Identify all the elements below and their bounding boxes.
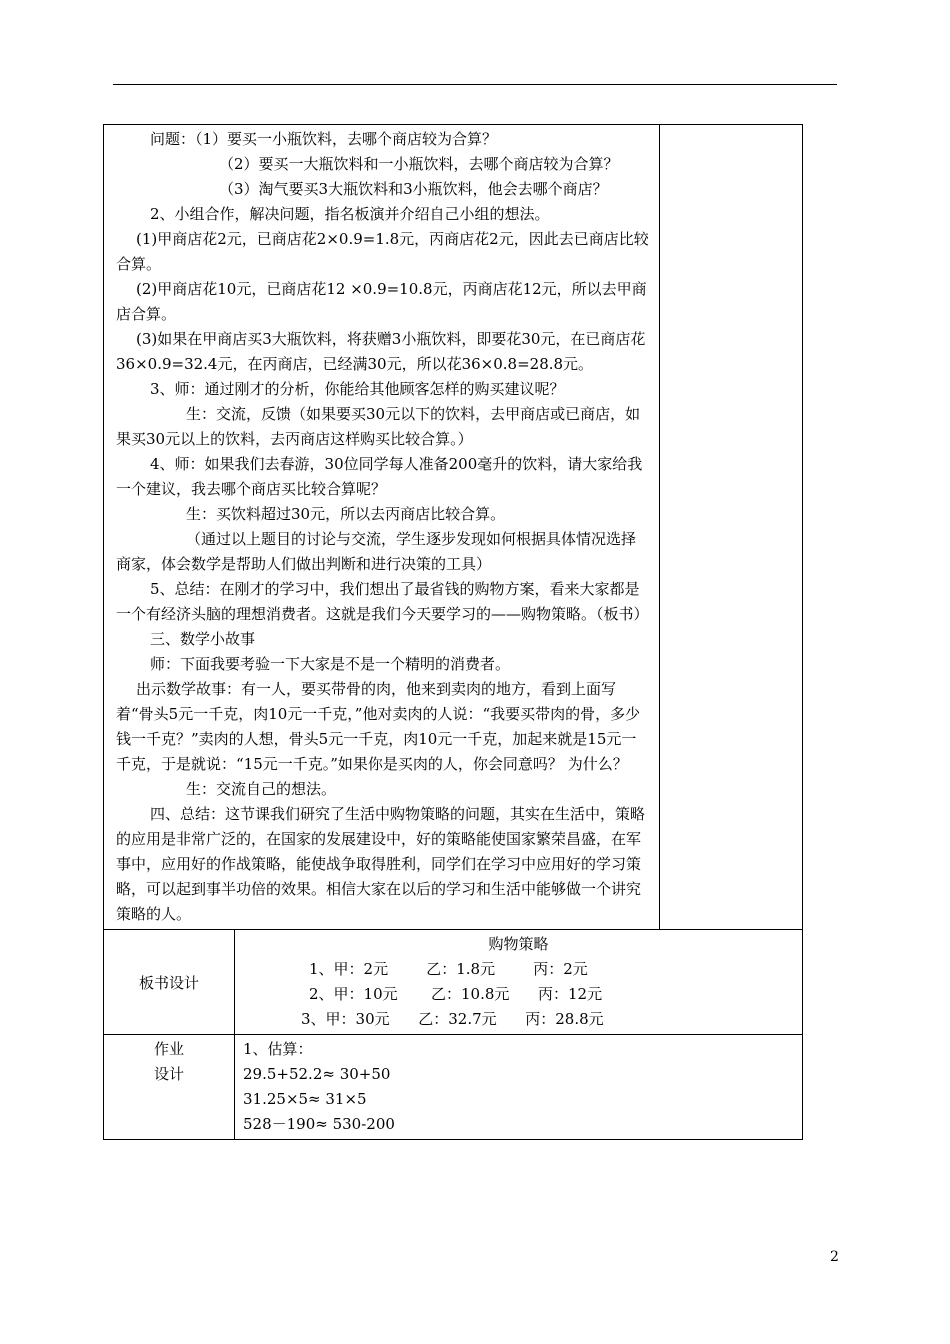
step-3: 3、师：通过刚才的分析，你能给其他顾客怎样的购买建议呢？: [150, 380, 565, 398]
homework-label-line-2: 设计: [153, 1065, 184, 1083]
section-summary: 四、总结：这节课我们研究了生活中购物策略的问题，其实在生活中，策略的应用是非常广泛的，在国家的发展建设中，好的策略能使国家繁荣昌盛，在军事中，应用好的作战策略，能使战争取得胜利，同学们在学习中应用好的学习策略，可以起到事半功倍的效果。相信大家在以后的学习和生活中能够做一个讲究策略的人。: [116, 805, 646, 923]
homework-label-line-1: 作业: [153, 1040, 184, 1058]
homework-line-4: 528－190≈ 530-200: [243, 1115, 395, 1133]
step-4: 4、师：如果我们去春游，30位同学每人准备200毫升的饮料，请大家给我一个建议，我去哪个商店买比较合算呢？: [116, 455, 643, 498]
board-row: [104, 930, 803, 1035]
content-row: [104, 125, 803, 930]
homework-content: [235, 1035, 803, 1140]
homework-line-2: 29.5+52.2≈ 30+50: [243, 1065, 391, 1083]
solution-2: (2)甲商店花10元，已商店花12 ×0.9=10.8元，丙商店花12元，所以去甲商店合算。: [116, 280, 647, 323]
homework-line-3: 31.25×5≈ 31×5: [243, 1090, 367, 1108]
board-line-3: 3、甲：30元 乙：32.7元 丙：28.8元: [301, 1010, 604, 1028]
question-heading: 问题：（1）要买一小瓶饮料，去哪个商店较为合算？: [150, 130, 498, 148]
page-number: 2: [830, 1249, 839, 1265]
board-title: 购物策略: [488, 935, 549, 953]
student-response-1: 生：交流，反馈（如果要买30元以下的饮料，去甲商店或已商店，如果买30元以上的饮料，去丙商店这样购买比较合算。）: [116, 405, 641, 448]
board-content: [235, 930, 803, 1035]
step-2: 2、小组合作，解决问题，指名板演并介绍自己小组的想法。: [150, 205, 550, 223]
question-3: （3）淘气要买3大瓶饮料和3小瓶饮料，他会去哪个商店？: [219, 180, 608, 198]
board-label: 板书设计: [104, 930, 235, 1035]
student-response-3: 生：交流自己的想法。: [186, 780, 337, 798]
step-5-summary: 5、总结：在刚才的学习中，我们想出了最省钱的购物方案，看来大家都是一个有经济头脑的理想消费者。这就是我们今天要学习的——购物策略。（板书）: [116, 580, 649, 623]
lesson-plan-table: [103, 124, 803, 1140]
math-story: 出示数学故事：有一人，要买带骨的肉，他来到卖肉的地方，看到上面写着“骨头5元一千克，肉10元一千克，”他对卖肉的人说：“我要买带肉的骨，多少钱一千克？”卖肉的人想，骨头5元一千克，肉10元一千克，加起来就是15元一千克，于是就说：“15元一千克。”如果你是买肉的人，你会同意吗？ 为什么？: [116, 680, 641, 773]
homework-row: [104, 1035, 803, 1140]
notes-cell: [660, 125, 803, 930]
board-line-2: 2、甲：10元 乙：10.8元 丙：12元: [309, 985, 603, 1003]
homework-label: [104, 1035, 235, 1140]
header-rule: [113, 84, 837, 85]
solution-3: (3)如果在甲商店买3大瓶饮料，将获赠3小瓶饮料，即要花30元，在已商店花36×0.9=32.4元，在丙商店，已经满30元，所以花36×0.8=28.8元。: [116, 330, 646, 373]
process-cell: [104, 125, 660, 930]
discussion-note: （通过以上题目的讨论与交流，学生逐步发现如何根据具体情况选择商家，体会数学是帮助人们做出判断和进行决策的工具）: [116, 530, 637, 573]
board-line-1: 1、甲：2元 乙：1.8元 丙：2元: [309, 960, 588, 978]
question-2: （2）要买一大瓶饮料和一小瓶饮料，去哪个商店较为合算？: [219, 155, 619, 173]
section-math-story: 三、数学小故事: [150, 630, 256, 648]
homework-line-1: 1、估算：: [243, 1040, 313, 1058]
student-response-2: 生：买饮料超过30元，所以去丙商店比较合算。: [186, 505, 506, 523]
solution-1: (1)甲商店花2元，已商店花2×0.9=1.8元，丙商店花2元，因此去已商店比较合算。: [116, 230, 649, 273]
teacher-prompt: 师：下面我要考验一下大家是不是一个精明的消费者。: [150, 655, 511, 673]
